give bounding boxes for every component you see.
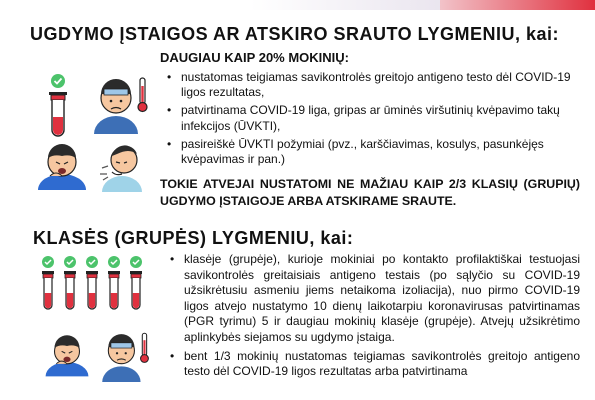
- top-color-bar: [0, 0, 595, 10]
- section1-summary: TOKIE ATVEJAI NUSTATOMI NE MAŽIAU KAIP 2/3 KLASIŲ (GRUPIŲ) UGDYMO ĮSTAIGOJE ARBA ATSKIRAME SRAUTE.: [160, 177, 580, 208]
- test-tube-icon: [38, 72, 78, 140]
- coughing-person-icon: [42, 330, 92, 378]
- section1-heading: UGDYMO ĮSTAIGOS AR ATSKIRO SRAUTO LYGMENIU, kai:: [30, 24, 560, 44]
- sick-person-thermometer-icon: [86, 72, 152, 134]
- list-item: • patvirtinama COVID-19 liga, gripas ar ūminės viršutinių kvėpavimo takų infekcijos (ŪVKTI),: [165, 103, 580, 133]
- section2-heading: KLASĖS (GRUPĖS) LYGMENIU, kai:: [33, 228, 354, 248]
- list-item: • pasireiškė ŪVKTI požymiai (pvz., karščiavimas, kosulys, pasunkėjęs kvėpavimas ir pan.): [165, 137, 580, 167]
- list-item: • klasėje (grupėje), kurioje mokiniai po kontakto profilaktiškai testuojasi savikontrolės greitaisiais antigeno testais (po sąlyčio su COVID-19 užsikrėtusiu asmeniu jiems netaikoma izoliacija), nuo pirmo COVID-19 ligos atvejo nustatymo 10 dienų laikotarpiu koronavirusas patvirtinamas (PGR tyrimu) 5 ir daugiau mokinių klasėje (grupėje). Atvejų užsikrėtimo aplinkybės siejamos su ugdymo įstaiga.: [168, 252, 580, 346]
- section1-list: [165, 70, 580, 170]
- coughing-person-icon: [34, 140, 90, 190]
- list-item: • nustatomas teigiamas savikontrolės greitojo antigeno testo dėl COVID-19 ligos rezultatas,: [165, 70, 580, 100]
- sneezing-person-icon: [94, 138, 146, 192]
- test-tube-row-icon: [38, 255, 148, 315]
- threshold-label: DAUGIAU KAIP 20% MOKINIŲ:: [160, 50, 350, 65]
- list-item: • bent 1/3 mokinių nustatomas teigiamas savikontrolės greitojo antigeno testo dėl COVID-19 ligos rezultatas arba patvirtinama: [168, 349, 580, 380]
- sick-person-thermometer-icon: [95, 328, 153, 382]
- section2-list: [168, 252, 580, 383]
